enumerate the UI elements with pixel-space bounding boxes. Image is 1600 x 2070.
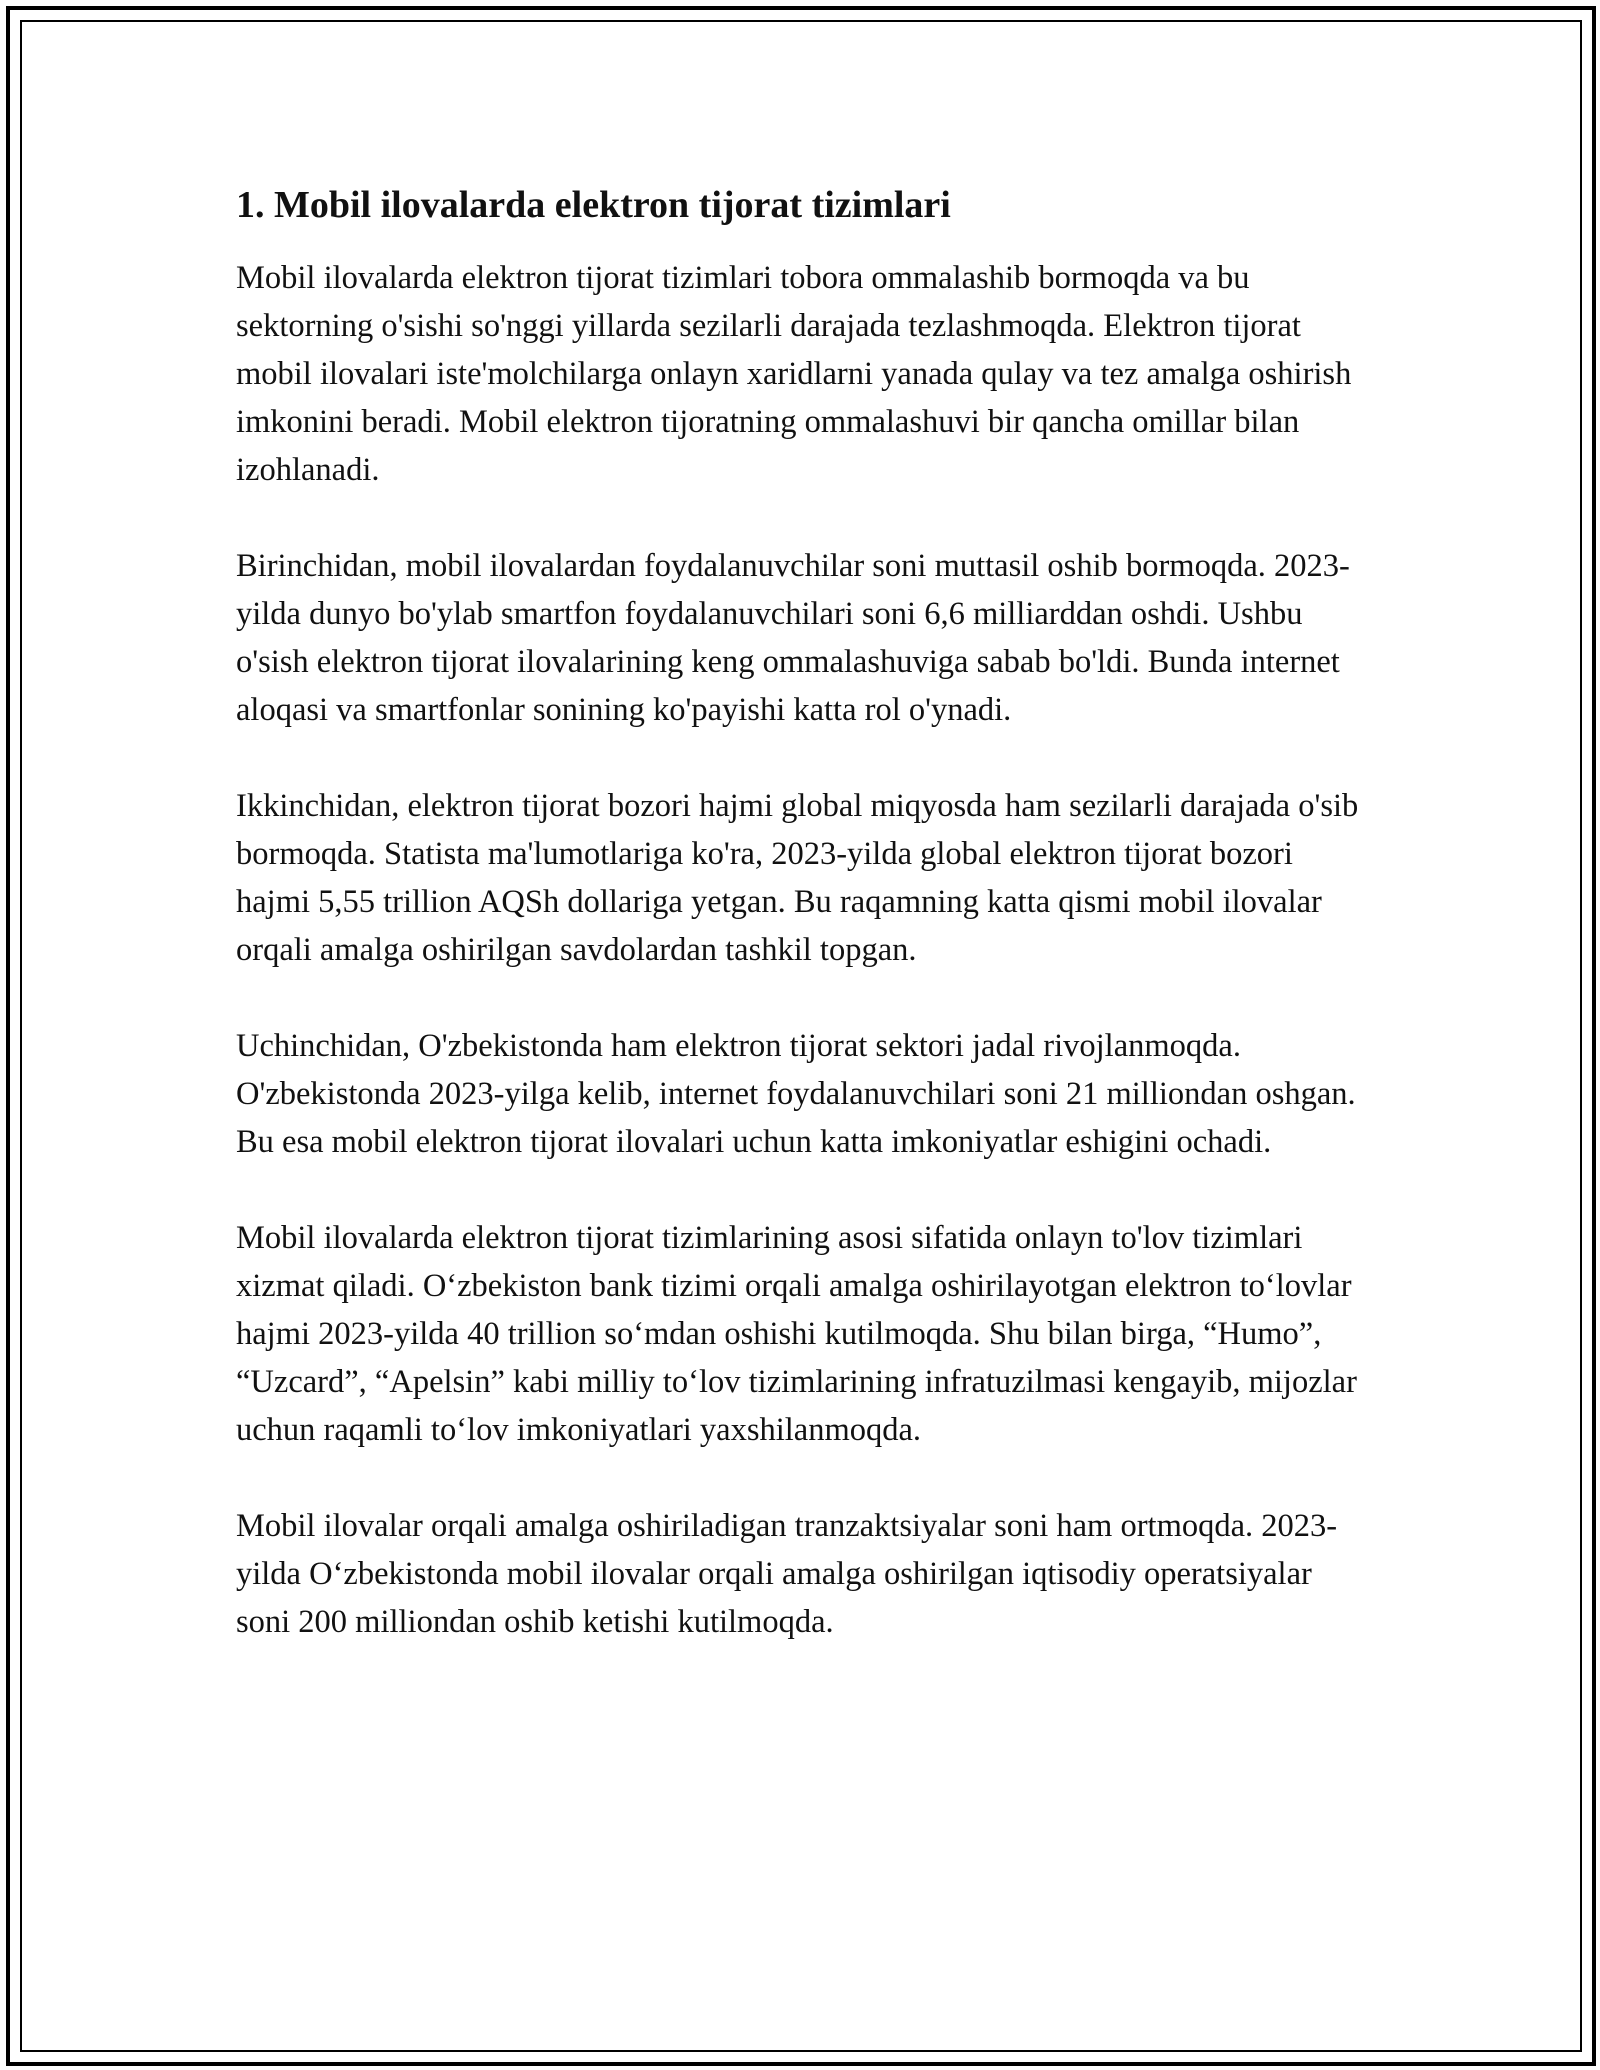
paragraph-payment-systems: Mobil ilovalarda elektron tijorat tizimlarining asosi sifatida onlayn to'lov tizimlari xizmat qiladi. O‘zbekiston bank tizimi orqali amalga oshirilayotgan elektron to‘lovlar hajmi 2023-yilda 40 trillion so‘mdan oshishi kutilmoqda. Shu bilan birga, “Humo”, “Uzcard”, “Apelsin” kabi milliy to‘lov tizimlarining infratuzilmasi kengayib, mijozlar uchun raqamli to‘lov imkoniyatlari yaxshilanmoqda. — [236, 1219, 1357, 1448]
paragraph-third-reason: Uchinchidan, O'zbekistonda ham elektron tijorat sektori jadal rivojlanmoqda. O'zbekistonda 2023-yilga kelib, internet foydalanuvchilari soni 21 milliondan oshgan. Bu esa mobil elektron tijorat ilovalari uchun katta imkoniyatlar eshigini ochadi. — [236, 1027, 1356, 1160]
paragraph-transactions: Mobil ilovalar orqali amalga oshiriladigan tranzaktsiyalar soni ham ortmoqda. 2023-yilda O‘zbekistonda mobil ilovalar orqali amalga oshirilgan iqtisodiy operatsiyalar soni 200 milliondan oshib ketishi kutilmoqda. — [236, 1507, 1338, 1640]
section-heading: 1. Mobil ilovalarda elektron tijorat tizimlari — [236, 184, 951, 226]
document-body — [236, 182, 1366, 1646]
paragraph-first-reason: Birinchidan, mobil ilovalardan foydalanuvchilar soni muttasil oshib bormoqda. 2023-yilda dunyo bo'ylab smartfon foydalanuvchilari soni 6,6 milliarddan oshdi. Ushbu o'sish elektron tijorat ilovalarining keng ommalashuviga sabab bo'ldi. Bunda internet aloqasi va smartfonlar sonining ko'payishi katta rol o'ynadi. — [236, 547, 1350, 728]
paragraph-intro: Mobil ilovalarda elektron tijorat tizimlari tobora ommalashib bormoqda va bu sektorning o'sishi so'nggi yillarda sezilarli darajada tezlashmoqda. Elektron tijorat mobil ilovalari iste'molchilarga onlayn xaridlarni yanada qulay va tez amalga oshirish imkonini beradi. Mobil elektron tijoratning ommalashuvi bir qancha omillar bilan izohlanadi. — [236, 259, 1352, 488]
paragraph-second-reason: Ikkinchidan, elektron tijorat bozori hajmi global miqyosda ham sezilarli darajada o'sib bormoqda. Statista ma'lumotlariga ko'ra, 2023-yilda global elektron tijorat bozori hajmi 5,55 trillion AQSh dollariga yetgan. Bu raqamning katta qismi mobil ilovalar orqali amalga oshirilgan savdolardan tashkil topgan. — [236, 787, 1359, 968]
